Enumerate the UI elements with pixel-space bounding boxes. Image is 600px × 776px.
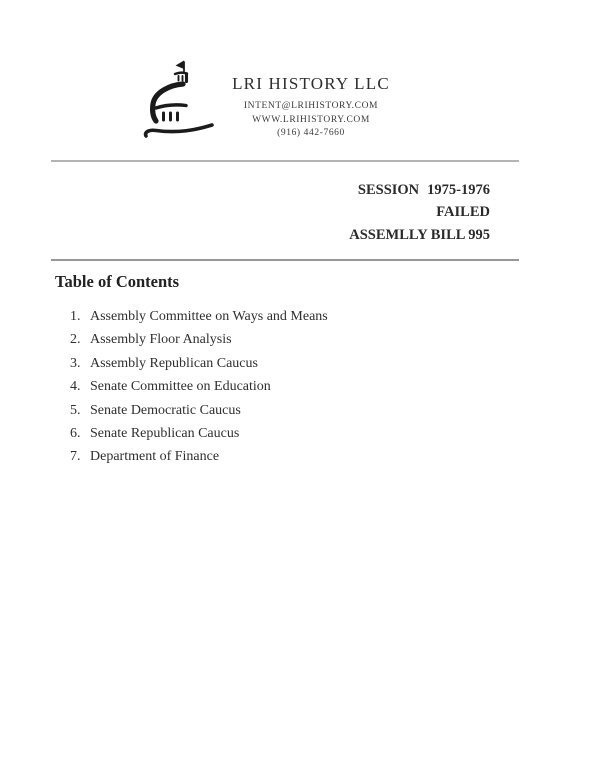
bill-status: FAILED [436,204,490,221]
toc-item-number: 6. [70,425,81,441]
toc-item-label: Senate Committee on Education [90,379,271,395]
divider-top [51,160,519,162]
toc-item-number: 1. [70,309,81,324]
letterhead [161,74,461,141]
bill-title: ASSEMLLY BILL 995 [349,226,490,243]
toc-item-label: Assembly Floor Analysis [90,332,232,348]
toc-item [70,332,328,355]
toc-item [70,403,328,426]
toc-list [70,309,328,473]
company-phone: (916) 442-7660 [277,128,345,138]
toc-item-number: 4. [70,379,81,395]
session-line [349,179,490,201]
session-years: 1975-1976 [427,182,490,198]
toc-item-label: Senate Republican Caucus [90,425,240,441]
toc-item [70,309,328,332]
toc-item [70,449,328,472]
toc-title: Table of Contents [55,272,180,291]
toc-item [70,379,328,402]
company-email: INTENT@LRIHISTORY.COM [243,101,379,111]
toc-item-label: Department of Finance [90,449,220,465]
toc-item-number: 2. [70,332,81,348]
toc-item-number: 3. [70,355,81,371]
toc-item-number: 7. [70,449,81,465]
toc-item-number: 5. [70,402,81,418]
toc-item [70,426,328,449]
bill-info [349,179,490,246]
toc-item-label: Senate Democratic Caucus [90,402,241,418]
toc-item-label: Assembly Republican Caucus [90,355,258,371]
company-website: WWW.LRIHISTORY.COM [252,114,370,125]
divider-bottom [51,259,519,261]
toc-item-label: Assembly Committee on Ways and Means [90,309,328,324]
session-label: SESSION [357,182,420,198]
company-name: LRI HISTORY LLC [232,74,390,93]
toc-item [70,356,328,379]
